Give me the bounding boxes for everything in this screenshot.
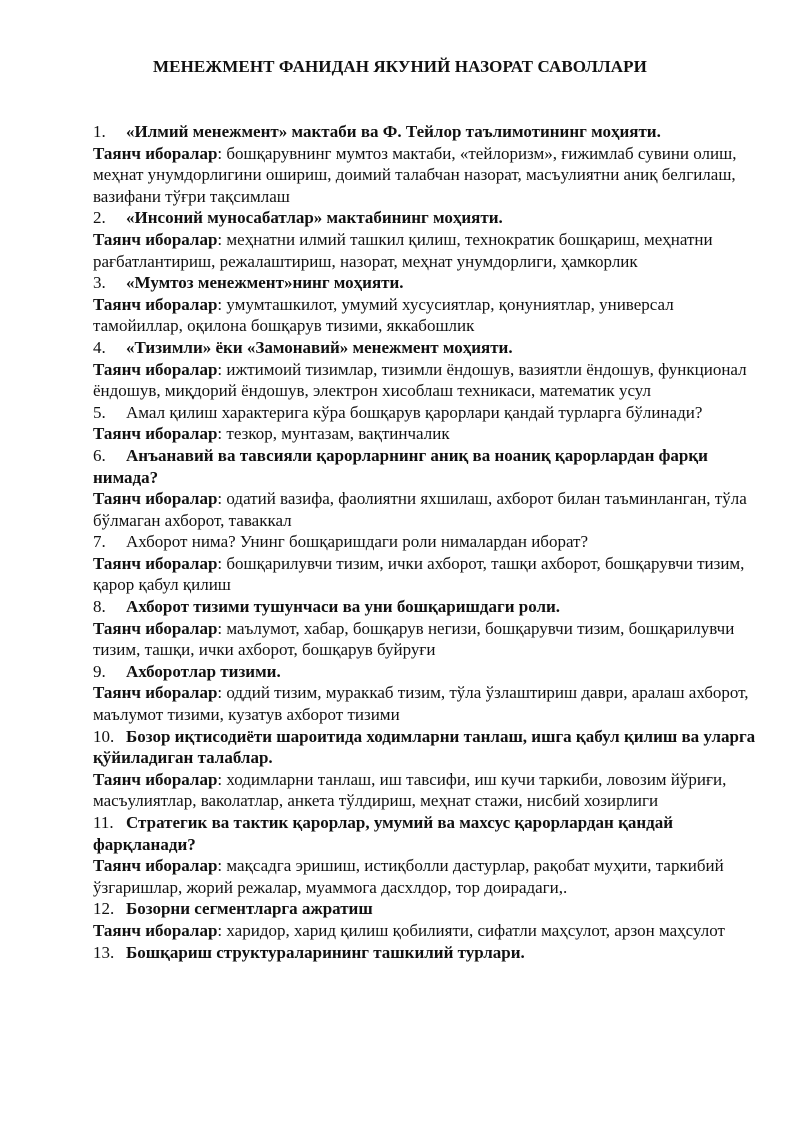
key-terms-label: Таянч иборалар	[93, 359, 218, 379]
key-terms-text: умумташкилот, умумий хусусиятлар, қонуниятлар, универсал тамойиллар, оқилона бошқарув тизими, яккабошлик	[93, 294, 674, 336]
key-terms	[93, 359, 761, 402]
question-number: 11.	[93, 813, 114, 832]
question-item	[93, 898, 761, 941]
question-heading	[93, 337, 761, 359]
question-number: 2.	[93, 208, 106, 228]
key-terms	[93, 682, 761, 725]
question-item	[93, 726, 761, 812]
key-terms-separator: :	[217, 489, 227, 509]
question-text: Ахборот тизими тушунчаси ва уни бошқаришдаги роли.	[126, 597, 561, 617]
key-terms-separator: :	[217, 424, 227, 444]
question-heading	[93, 531, 761, 553]
question-text: Бозорни сегментларга ажратиш	[126, 899, 373, 919]
question-number: 6.	[93, 445, 106, 465]
key-terms-label: Таянч иборалар	[93, 424, 218, 444]
key-terms-text: мақсадга эришиш, истиқболли дастурлар, рақобат муҳити, таркибий ўзгаришлар, жорий режалар, муаммога дасхлдор, тор доирадаги,.	[93, 856, 724, 897]
question-text: Анъанавий ва тавсияли қарорларнинг аниқ ва ноаниқ қарорлардан фарқи нимада?	[93, 445, 708, 487]
key-terms-label: Таянч иборалар	[93, 229, 218, 249]
question-item	[93, 402, 761, 445]
question-number: 4.	[93, 337, 106, 357]
key-terms-separator: :	[217, 229, 227, 249]
key-terms-text: ходимларни танлаш, иш тавсифи, иш кучи таркиби, ловозим йўриғи, масъулиятлар, ваколатлар, анкета тўлдириш, меҳнат стажи, нисбий хозирлиги	[93, 769, 727, 811]
question-number: 3.	[93, 273, 106, 293]
question-text: «Тизимли» ёки «Замонавий» менежмент моҳияти.	[126, 337, 513, 357]
question-heading	[93, 272, 761, 294]
question-item	[93, 531, 761, 596]
question-heading	[93, 898, 761, 920]
question-list	[93, 121, 761, 963]
key-terms-separator: :	[217, 143, 227, 163]
question-heading	[93, 207, 761, 229]
key-terms-text: маълумот, хабар, бошқарув негизи, бошқарувчи тизим, бошқарилувчи тизим, ташқи, ички ахборот, бошқарув буйруғи	[93, 618, 735, 660]
question-heading	[93, 596, 761, 618]
key-terms-separator: :	[217, 553, 227, 573]
key-terms-label: Таянч иборалар	[93, 489, 218, 509]
question-heading	[93, 942, 761, 964]
question-item	[93, 661, 761, 726]
question-item	[93, 812, 761, 898]
key-terms-separator: :	[217, 359, 227, 379]
key-terms	[93, 488, 761, 531]
question-heading	[93, 726, 761, 769]
key-terms-separator: :	[217, 294, 227, 314]
key-terms	[93, 855, 761, 898]
question-item	[93, 596, 761, 661]
question-number: 8.	[93, 597, 106, 617]
key-terms-text: бошқарувнинг мумтоз мактаби, «тейлоризм», ғижимлаб сувини олиш, меҳнат унумдорлигини ошириш, доимий талабчан назорат, масъулиятни аниқ белгилаш, вазифани тўғри тақсимлаш	[93, 143, 737, 206]
page-title: МЕНЕЖМЕНТ ФАНИДАН ЯКУНИЙ НАЗОРАТ САВОЛЛАРИ	[152, 57, 647, 76]
key-terms	[93, 553, 761, 596]
key-terms	[93, 143, 761, 208]
question-number: 7.	[93, 532, 106, 552]
question-text: Ахборот нима? Унинг бошқаришдаги роли нималардан иборат?	[126, 532, 589, 552]
key-terms-text: харидор, харид қилиш қобилияти, сифатли маҳсулот, арзон маҳсулот	[226, 920, 725, 940]
key-terms	[93, 294, 761, 337]
key-terms-separator: :	[217, 920, 227, 940]
question-heading	[93, 812, 761, 855]
question-text: Амал қилиш характерига кўра бошқарув қарорлари қандай турларга бўлинади?	[126, 402, 703, 422]
key-terms-label: Таянч иборалар	[93, 769, 218, 789]
key-terms-text: бошқарилувчи тизим, ички ахборот, ташқи ахборот, бошқарувчи тизим, қарор қабул қилиш	[93, 553, 745, 595]
question-number: 5.	[93, 402, 106, 422]
question-text: Ахборотлар тизими.	[126, 661, 281, 681]
key-terms	[93, 229, 761, 272]
key-terms-label: Таянч иборалар	[93, 294, 218, 314]
key-terms-label: Таянч иборалар	[93, 856, 218, 876]
question-text: Бошқариш структураларининг ташкилий турлари.	[126, 942, 525, 962]
question-item	[93, 121, 761, 207]
key-terms-text: одатий вазифа, фаолиятни яхшилаш, ахборот билан таъминланган, тўла бўлмаган ахборот, таваккал	[93, 489, 747, 530]
key-terms	[93, 769, 761, 812]
key-terms-separator: :	[217, 618, 227, 638]
question-heading	[93, 121, 761, 143]
question-number: 12.	[93, 899, 115, 919]
key-terms	[93, 920, 761, 942]
question-text: Стратегик ва тактик қарорлар, умумий ва махсус қарорлардан қандай фарқланади?	[93, 813, 674, 854]
question-text: Бозор иқтисодиёти шароитида ходимларни танлаш, ишга қабул қилиш ва уларга қўйиладиган талаблар.	[93, 726, 756, 768]
key-terms-label: Таянч иборалар	[93, 683, 218, 703]
question-text: «Инсоний муносабатлар» мактабининг моҳияти.	[126, 208, 503, 228]
question-item	[93, 207, 761, 272]
key-terms-separator: :	[217, 856, 227, 876]
question-item	[93, 445, 761, 531]
key-terms	[93, 618, 761, 661]
question-item	[93, 337, 761, 402]
question-item	[93, 942, 761, 964]
key-terms-label: Таянч иборалар	[93, 618, 218, 638]
question-text: «Илмий менежмент» мактаби ва Ф. Тейлор таълимотининг моҳияти.	[126, 122, 661, 141]
question-number: 13.	[93, 942, 115, 962]
key-terms-text: оддий тизим, мураккаб тизим, тўла ўзлаштириш даври, аралаш ахборот, маълумот тизими, кузатув ахборот тизими	[93, 683, 749, 725]
question-number: 10.	[93, 726, 115, 746]
question-text: «Мумтоз менежмент»нинг моҳияти.	[126, 273, 404, 293]
question-heading	[93, 661, 761, 683]
question-heading	[93, 445, 761, 488]
key-terms-text: ижтимоий тизимлар, тизимли ёндошув, вазиятли ёндошув, функционал ёндошув, миқдорий ёндошув, электрон хисоблаш техникаси, математик усул	[93, 359, 747, 401]
key-terms-separator: :	[217, 683, 227, 703]
question-item	[93, 272, 761, 337]
key-terms-label: Таянч иборалар	[93, 553, 218, 573]
question-number: 9.	[93, 661, 106, 681]
key-terms-text: меҳнатни илмий ташкил қилиш, технократик бошқариш, меҳнатни рағбатлантириш, режалаштириш, назорат, меҳнат унумдорлиги, ҳамкорлик	[93, 229, 713, 271]
key-terms-label: Таянч иборалар	[93, 920, 218, 940]
key-terms-text: тезкор, мунтазам, вақтинчалик	[226, 424, 450, 444]
key-terms-label: Таянч иборалар	[93, 143, 218, 163]
key-terms-separator: :	[217, 769, 227, 789]
question-heading	[93, 402, 761, 424]
key-terms	[93, 423, 761, 445]
question-number: 1.	[93, 122, 106, 141]
